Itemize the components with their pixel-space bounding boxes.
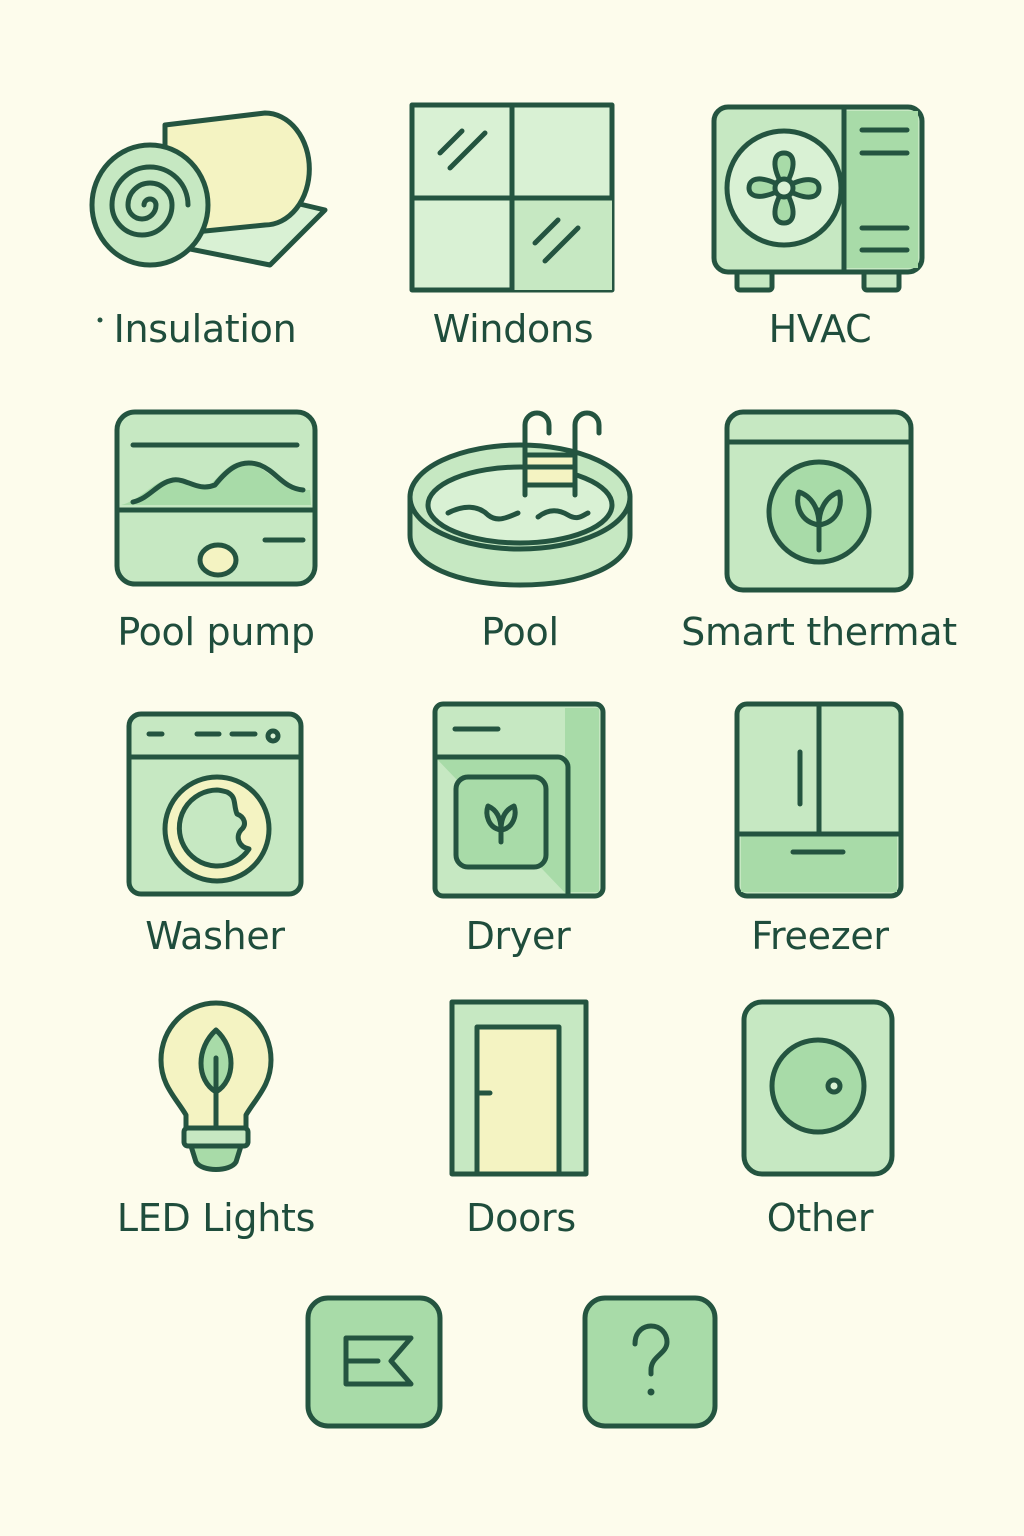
category-label: Smart thermat <box>681 610 957 654</box>
category-label: Other <box>766 1196 874 1240</box>
hvac-unit-icon <box>712 105 924 295</box>
category-label: Doors <box>466 1196 576 1240</box>
category-label: Windons <box>432 307 594 351</box>
category-label: Insulation <box>113 307 297 351</box>
category-washer[interactable] <box>127 712 303 970</box>
freezer-icon <box>735 702 903 898</box>
pool-icon <box>408 405 633 590</box>
question-icon <box>583 1296 717 1428</box>
window-icon <box>410 103 615 293</box>
category-label: Dryer <box>465 914 571 958</box>
insulation-roll-icon <box>80 95 340 295</box>
door-icon <box>450 1000 588 1178</box>
category-doors[interactable] <box>450 1000 588 1250</box>
flag-button[interactable] <box>306 1296 442 1428</box>
category-pool-pump[interactable] <box>115 410 317 670</box>
pool-pump-icon <box>115 410 317 590</box>
category-insulation[interactable] <box>80 95 340 365</box>
dryer-icon <box>433 702 605 898</box>
category-label: Pool <box>481 610 559 654</box>
category-smart-thermostat[interactable] <box>681 410 957 670</box>
category-label: LED Lights <box>116 1196 316 1240</box>
led-bulb-icon <box>158 1000 274 1178</box>
category-other[interactable] <box>742 1000 894 1250</box>
category-led-lights[interactable] <box>116 1000 316 1250</box>
other-dial-icon <box>742 1000 894 1178</box>
category-label: Freezer <box>751 914 889 958</box>
category-windows[interactable] <box>410 103 615 365</box>
category-dryer[interactable] <box>433 702 605 970</box>
category-label: Washer <box>145 914 285 958</box>
category-freezer[interactable] <box>735 702 903 970</box>
category-hvac[interactable] <box>712 105 924 365</box>
help-button[interactable] <box>583 1296 717 1428</box>
category-label: HVAC <box>768 307 872 351</box>
flag-icon <box>306 1296 442 1428</box>
category-label: Pool pump <box>117 610 315 654</box>
category-pool[interactable] <box>408 405 633 670</box>
smart-thermostat-icon <box>725 410 913 592</box>
washer-icon <box>127 712 303 897</box>
